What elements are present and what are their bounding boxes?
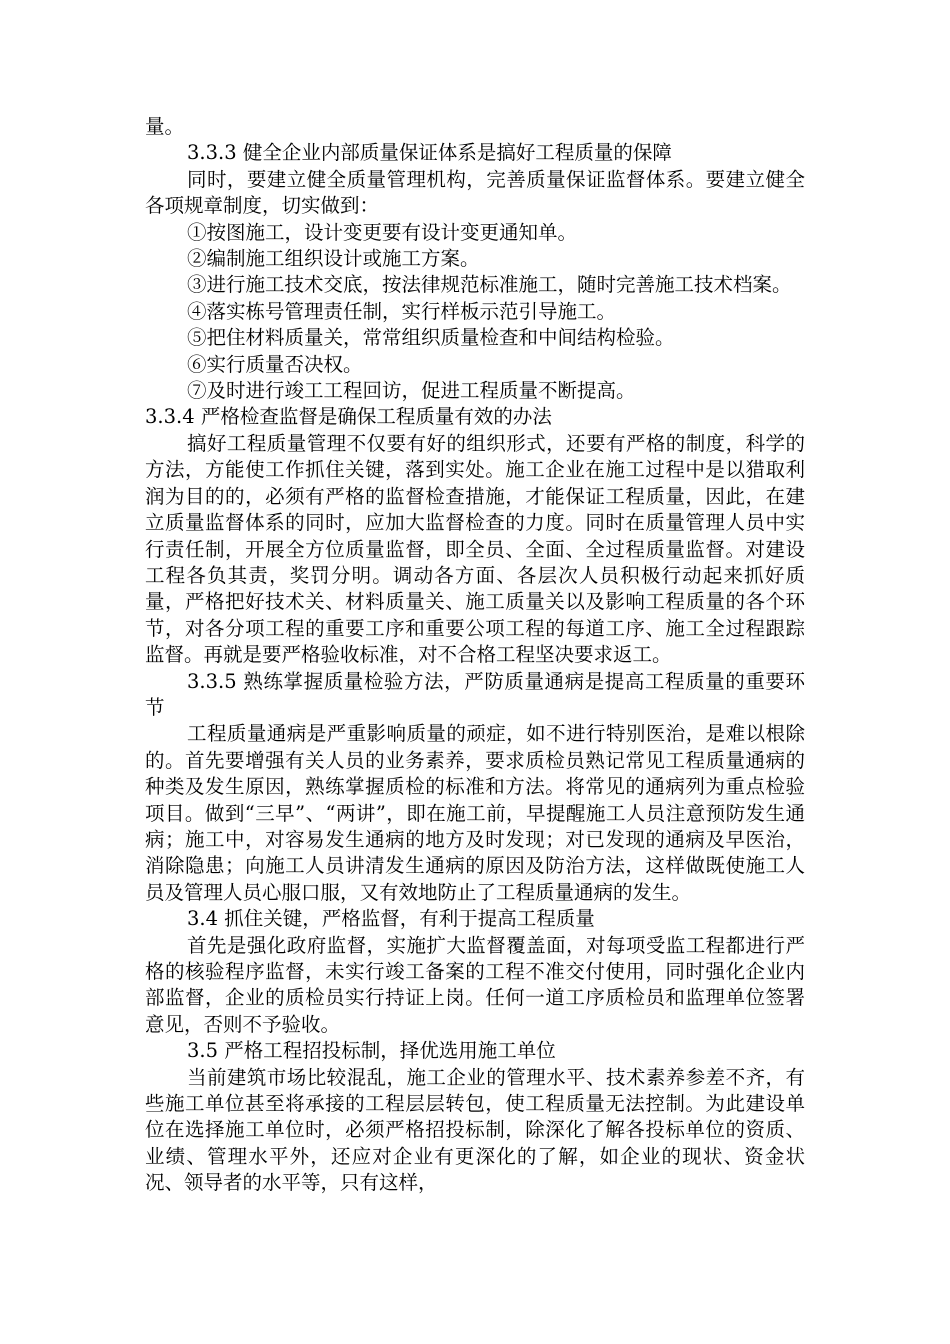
paragraph-quality-defects: 工程质量通病是严重影响质量的顽症，如不进行特别医治，是难以根除的。首先要增强有关人员的业务素养，要求质检员熟记常见工程质量通病的种类及发生原因，熟练掌握质检的标准和方法。将常见的通病列为重点检验项目。做到“三早”、“两讲”，即在施工前，早提醒施工人员注意预防发生通病；施工中，对容易发生通病的地方及时发现；对已发现的通病及早医治，消除隐患；向施工人员讲清发生通病的原因及防治方法，这样做既使施工人员及管理人员心服口服，又有效地防止了工程质量通病的发生。 [145,722,805,904]
list-item-4: ④落实栋号管理责任制，实行样板示范引导施工。 [187,299,617,323]
heading-3-3-5: 3.3.5 熟练掌握质量检验方法，严防质量通病是提高工程质量的重要环节 [145,669,805,719]
heading-3-3-4: 3.3.4 严格检查监督是确保工程质量有效的办法 [145,405,552,429]
list-item-3: ③进行施工技术交底，按法律规范标准施工，随时完善施工技术档案。 [187,273,792,297]
list-item-5: ⑤把住材料质量关，常常组织质量检查和中间结构检验。 [187,326,675,350]
paragraph-supervision: 搞好工程质量管理不仅要有好的组织形式，还要有严格的制度，科学的方法，方能使工作抓住关键，落到实处。施工企业在施工过程中是以猎取利润为目的的，必须有严格的监督检查措施，才能保证工程质量，因此，在建立质量监督体系的同时，应加大监督检查的力度。同时在质量管理人员中实行责任制，开展全方位质量监督，即全员、全面、全过程质量监督。对建设工程各负其责，奖罚分明。调动各方面、各层次人员积极行动起来抓好质量，严格把好技术关、材料质量关、施工质量关以及影响工程质量的各个环节，对各分项工程的重要工序和重要公项工程的每道工序、施工全过程跟踪监督。再就是要严格验收标准，对不合格工程坚决要求返工。 [145,431,805,667]
paragraph-government-supervision: 首先是强化政府监督，实施扩大监督覆盖面，对每项受监工程都进行严格的核验程序监督，未实行竣工备案的工程不准交付使用，同时强化企业内部监督，企业的质检员实行持证上岗。任何一道工序质检员和监理单位签署意见，否则不予验收。 [145,933,805,1036]
heading-3-4: 3.4 抓住关键，严格监督，有利于提高工程质量 [187,907,595,931]
list-item-7: ⑦及时进行竣工工程回访，促进工程质量不断提高。 [187,379,636,403]
list-item-2: ②编制施工组织设计或施工方案。 [187,247,480,271]
paragraph-continuation: 量。 [145,115,185,138]
paragraph-quality-organization: 同时，要建立健全质量管理机构，完善质量保证监督体系。要建立健全各项规章制度，切实做到： [145,167,805,218]
heading-3-5: 3.5 严格工程招投标制，择优选用施工单位 [187,1039,556,1063]
list-item-6: ⑥实行质量否决权。 [187,352,363,376]
heading-3-3-3: 3.3.3 健全企业内部质量保证体系是搞好工程质量的保障 [187,141,672,165]
list-item-1: ①按图施工，设计变更要有设计变更通知单。 [187,220,578,244]
document-page [145,114,805,1197]
paragraph-bidding: 当前建筑市场比较混乱，施工企业的管理水平、技术素养参差不齐，有些施工单位甚至将承接的工程层层转包，使工程质量无法控制。为此建设单位在选择施工单位时，必须严格招投标制，除深化了解各投标单位的资质、业绩、管理水平外，还应对企业有更深化的了解，如企业的现状、资金状况、领导者的水平等，只有这样， [145,1065,805,1195]
